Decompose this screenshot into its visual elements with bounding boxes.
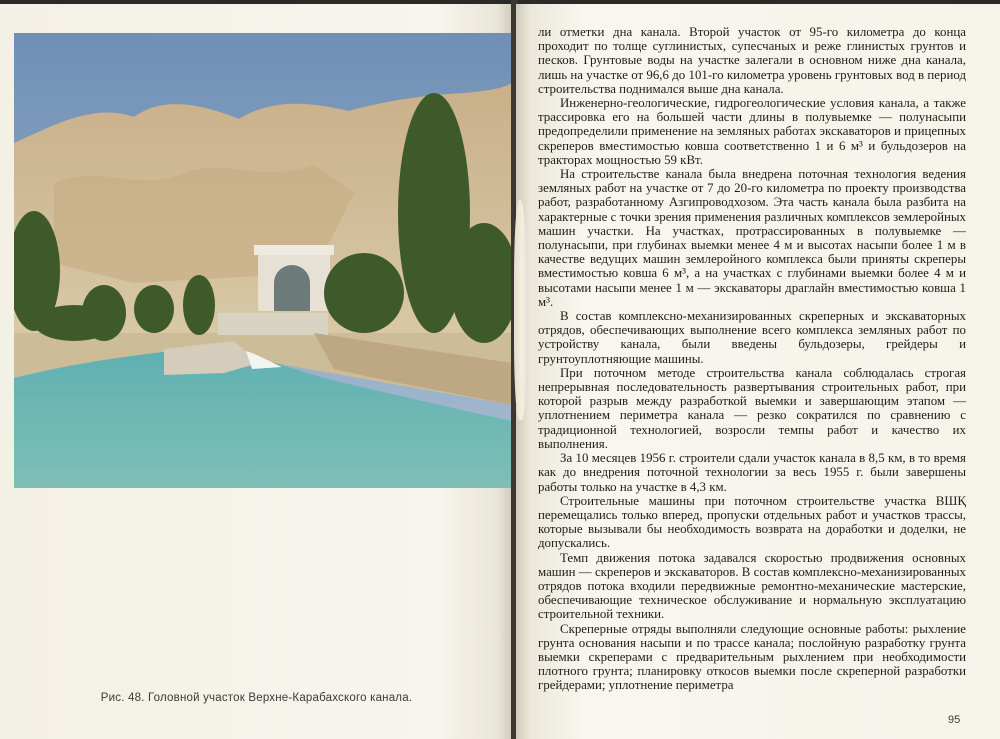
photo-illustration xyxy=(14,33,512,488)
page-number: 95 xyxy=(948,714,961,726)
paragraph: При поточном методе строительства канала соблюдалась строгая непрерывная последовательность развертывания строительных работ, при которой разрыв между разработкой выемки и завершающим этапом — уплотнением периметра канала — резко сократился по сравнению с традиционной технологией, возросли темпы работ и качество их выполнения. xyxy=(538,365,966,451)
paragraph: В состав комплексно-механизированных скреперных и экскаваторных отрядов, обеспечивающих выполнение всего комплекса земляных работ по устройству канала, были введены бульдозеры, грейдеры и грунтоуплотняющие машины. xyxy=(538,309,966,366)
paragraph: ли отметки дна канала. Второй участок от 95-го километра до конца проходит по толще суглинистых, супесчаных и реже глинистых грунтов и песков. Грунтовые воды на участке залегали в основном ниже дна канала, лишь на участке от 96,6 до 101-го километра уровень грунтовых вод в период строительства поднимался выше дна канала. xyxy=(538,25,966,96)
paragraph: Скреперные отряды выполняли следующие основные работы: рыхление грунта основания насыпи и по трассе канала; послойную разработку грунта выемки скреперами с предварительным рыхлением при необходимости плотного грунта; планировку откосов выемки после скреперной разработки грейдерами; уплотнение периметра xyxy=(538,621,966,693)
paragraph: За 10 месяцев 1956 г. строители сдали участок канала в 8,5 км, в то время как до внедрения поточной технологии за весь 1955 г. были завершены работы только на участке в 4,3 км. xyxy=(538,451,966,494)
paragraph: Строительные машины при поточном строительстве участка ВШҚ перемещались только вперед, пропуски отдельных работ и участков трассы, которые вызывали бы необходимость возврата на доработки и доделки, не допускались. xyxy=(538,493,966,551)
left-page xyxy=(0,4,513,739)
canal-headworks-photo xyxy=(14,33,512,488)
figure-caption: Рис. 48. Головной участок Верхне-Карабахского канала. xyxy=(100,692,413,704)
body-text xyxy=(538,25,966,693)
paragraph: Инженерно-геологические, гидрогеологические условия канала, а также трассировка его на большей части длины в полувыемке — полунасыпи предопределили применение на земляных работах экскаваторов и прицепных скреперов вместимостью ковша соответственно 1 и 6 м³ и бульдозеров на тракторах мощностью 59 кВт. xyxy=(538,96,966,167)
paragraph: На строительстве канала была внедрена поточная технология ведения земляных работ на участке от 7 до 20-го километра по проекту производства работ, разработанному Азгипроводхозом. Эта часть канала была разбита на характерные с точки зрения применения различных комплексов землеройных машин участки. На участках, протрассированных в полувыемке — полунасыпи, при глубинах выемки менее 4 м и высотах насыпи более 1 м в качестве ведущих машин землеройного комплекса были приняты скреперы вместимостью ковша 6 м³, а на участках с глубинами выемки более 4 м и высотами насыпи менее 1 м — экскаваторы драглайн вместимостью ковша 1 м³. xyxy=(538,167,966,309)
paragraph: Темп движения потока задавался скоростью продвижения основных машин — скреперов и экскаваторов. В состав комплексно-механизированных отрядов потока входили передвижные ремонтно-механические мастерские, обеспечивающие техническое обслуживание и нормальную эксплуатацию строительной техники. xyxy=(538,550,966,622)
